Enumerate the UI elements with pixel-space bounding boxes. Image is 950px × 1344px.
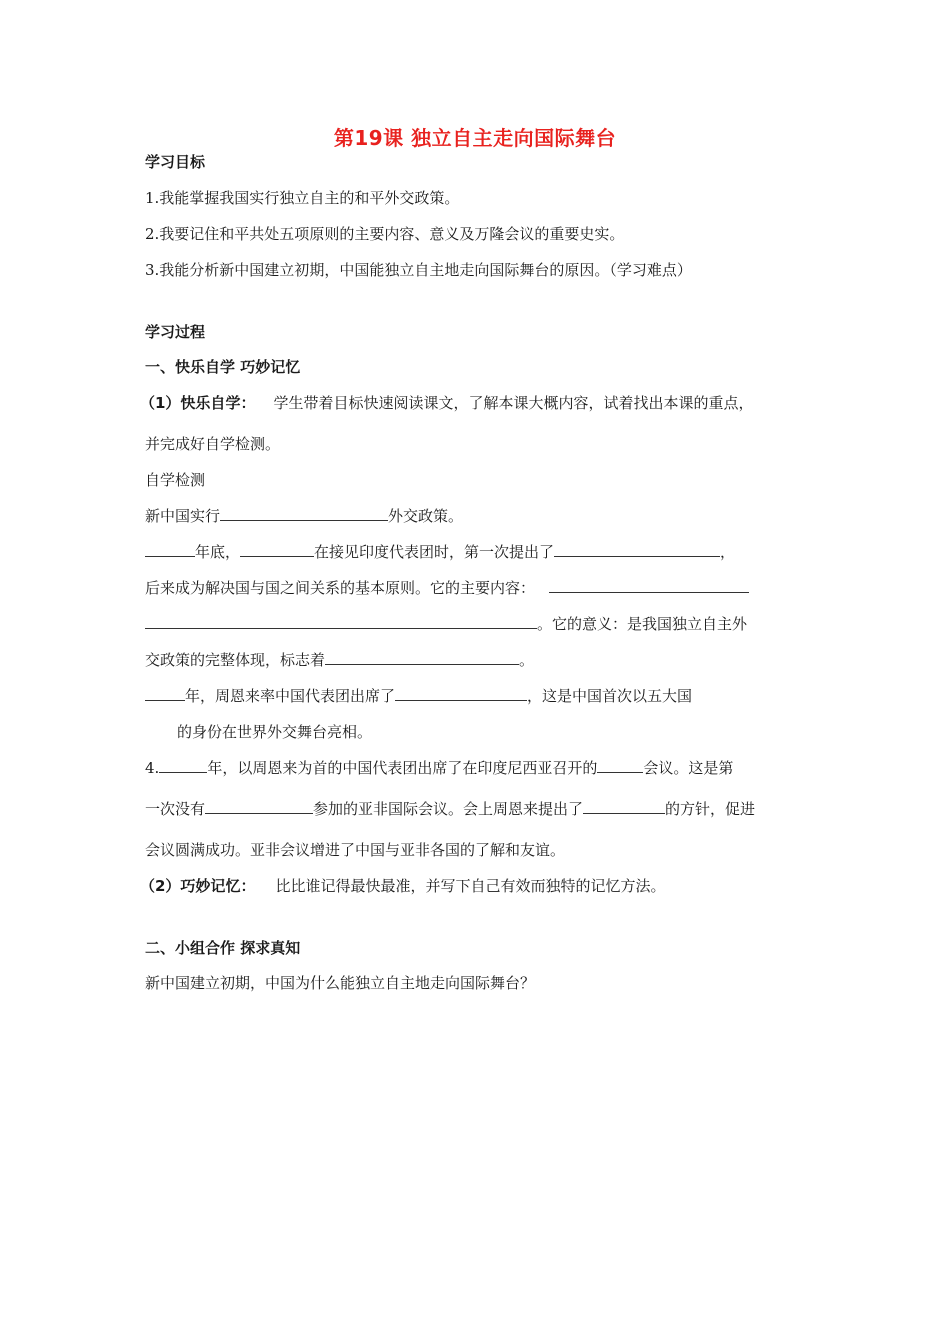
- question-line-8: [145, 758, 733, 778]
- goal-item-3: 3.我能分析新中国建立初期，中国能独立自主地走向国际舞台的原因。（学习难点）: [145, 261, 692, 279]
- blank-field[interactable]: [325, 650, 519, 665]
- self-check-heading: 自学检测: [145, 471, 206, 489]
- question-line-6: [145, 686, 692, 706]
- blank-field[interactable]: [549, 578, 749, 593]
- q5-text-b: 。: [519, 651, 535, 669]
- part1-paragraph: [140, 393, 753, 413]
- part2-label: （2）巧妙记忆：: [140, 877, 256, 895]
- q6-text-b: ，这是中国首次以五大国: [527, 687, 693, 705]
- q2-text-b: 在接见印度代表团时，第一次提出了: [314, 543, 555, 561]
- q8-text-b: 年，以周恩来为首的中国代表团出席了在印度尼西亚召开的: [207, 759, 598, 777]
- blank-field[interactable]: [145, 686, 185, 701]
- part2-paragraph: [140, 876, 665, 896]
- blank-field[interactable]: [145, 614, 537, 629]
- blank-field[interactable]: [554, 542, 720, 557]
- question-line-10: 会议圆满成功。亚非会议增进了中国与亚非各国的了解和友谊。: [145, 841, 566, 859]
- q4-text-a: 。它的意义：是我国独立自主外: [537, 615, 748, 633]
- blank-field[interactable]: [583, 799, 665, 814]
- section2-heading: 二、小组合作 探求真知: [145, 939, 301, 957]
- blank-field[interactable]: [159, 758, 207, 773]
- q8-text-c: 会议。这是第: [643, 759, 734, 777]
- section2-question: 新中国建立初期，中国为什么能独立自主地走向国际舞台？: [145, 974, 536, 992]
- q1-text-b: 外交政策。: [388, 507, 464, 525]
- process-heading: 学习过程: [145, 323, 206, 341]
- blank-field[interactable]: [205, 799, 313, 814]
- section1-heading: 一、快乐自学 巧妙记忆: [145, 358, 301, 376]
- goal-item-1: 1.我能掌握我国实行独立自主的和平外交政策。: [145, 189, 460, 207]
- question-line-5: [145, 650, 534, 670]
- q1-text-a: 新中国实行: [145, 507, 221, 525]
- part2-text: 比比谁记得最快最准，并写下自己有效而独特的记忆方法。: [275, 877, 666, 895]
- blank-field[interactable]: [240, 542, 314, 557]
- q9-text-c: 的方针，促进: [665, 800, 756, 818]
- blank-field[interactable]: [145, 542, 195, 557]
- q6-text-a: 年，周恩来率中国代表团出席了: [185, 687, 396, 705]
- q2-text-c: ，: [720, 543, 736, 561]
- question-line-9: [145, 799, 755, 819]
- part1-label: （1）快乐自学：: [140, 394, 256, 412]
- question-line-7: 的身份在世界外交舞台亮相。: [177, 723, 373, 741]
- goals-heading: 学习目标: [145, 153, 206, 171]
- goal-item-2: 2.我要记住和平共处五项原则的主要内容、意义及万隆会议的重要史实。: [145, 225, 625, 243]
- question-line-1: [145, 506, 463, 526]
- question-line-4: [145, 614, 747, 634]
- part1-text: 学生带着目标快速阅读课文，了解本课大概内容，试着找出本课的重点，: [273, 394, 754, 412]
- q5-text-a: 交政策的完整体现，标志着: [145, 651, 326, 669]
- q8-text-a: 4.: [145, 759, 160, 777]
- blank-field[interactable]: [220, 506, 388, 521]
- question-line-2: [145, 542, 735, 562]
- page-title: 第19课 独立自主走向国际舞台: [333, 126, 617, 150]
- blank-field[interactable]: [597, 758, 643, 773]
- q9-text-b: 参加的亚非国际会议。会上周恩来提出了: [313, 800, 584, 818]
- q9-text-a: 一次没有: [145, 800, 206, 818]
- question-line-3: [145, 578, 749, 598]
- part1-text-continued: 并完成好自学检测。: [145, 435, 281, 453]
- q2-text-a: 年底，: [195, 543, 241, 561]
- q3-text-a: 后来成为解决国与国之间关系的基本原则。它的主要内容：: [145, 579, 536, 597]
- blank-field[interactable]: [395, 686, 527, 701]
